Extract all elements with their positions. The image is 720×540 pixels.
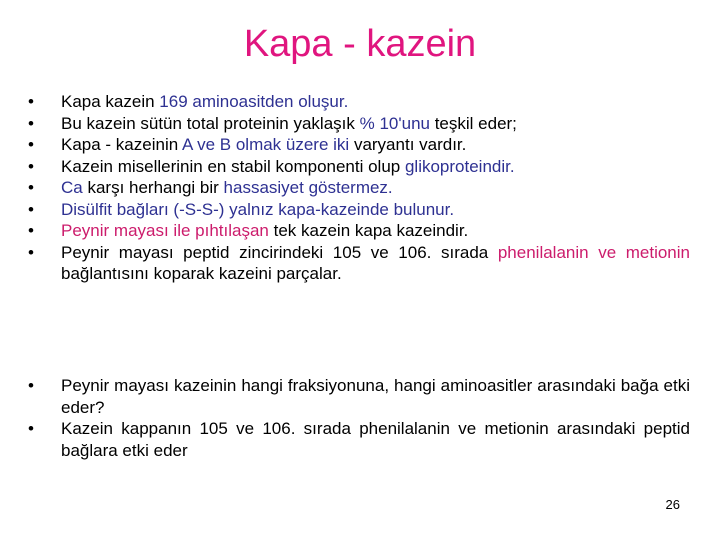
bullet-item [28,156,690,178]
bullet-dot-icon: • [28,135,34,154]
bullet-dot-icon: • [28,199,34,219]
bullet-item [28,177,690,199]
bullet-item [28,199,690,221]
bullet-text-segment: 169 aminoasitden oluşur. [159,92,349,111]
page-number: 26 [665,497,680,512]
bullet-list-facts [28,91,690,285]
slide-title: Kapa - kazein [243,23,477,65]
bullet-item [28,375,690,418]
bullet-item [28,91,690,113]
bullet-text-segment: Disülfit bağları (-S-S-) yalnız kapa-kazeinde bulunur. [61,199,455,219]
bullet-dot-icon: • [28,156,34,176]
bullet-dot-icon: • [28,242,34,262]
bullet-text-segment: Peynir mayası kazeinin hangi fraksiyonuna, hangi aminoasitler arasındaki bağa etki eder? [61,376,690,417]
bullet-item [28,418,690,461]
bullet-dot-icon: • [28,92,34,111]
bullet-text-segment: karşı herhangi bir [82,178,224,197]
bullet-dot-icon: • [28,113,34,133]
bullet-text-segment: hassasiyet göstermez. [223,178,393,197]
bullet-dot-icon: • [28,419,34,438]
bullet-text-segment: tek kazein kapa kazeindir. [268,221,469,240]
bullet-text-segment: phenilalanin ve metionin [497,242,690,262]
bullet-text-segment: % 10'unu [359,113,430,133]
bullet-text-segment: glikoproteindir. [404,156,515,176]
bullet-text-segment: Ca [61,178,83,197]
bullet-text-segment: teşkil eder; [429,113,517,133]
bullet-dot-icon: • [28,221,34,240]
bullet-text-segment: Bu kazein sütün total proteinin yaklaşık [61,113,360,133]
bullet-text-segment: Kapa kazein [61,92,160,111]
bullet-text-segment: Peynir mayası ile pıhtılaşan [61,221,269,240]
bullet-text-segment: varyantı vardır. [349,135,467,154]
bullet-text-segment: A ve B olmak üzere iki [181,135,350,154]
bullet-item [28,134,690,156]
bullet-dot-icon: • [28,376,34,395]
bullet-text-segment: Kazein misellerinin en stabil komponenti olup [61,156,405,176]
bullet-text-segment: Kazein kappanın 105 ve 106. sırada phenilalanin ve metionin arasındaki peptid bağlara etki eder [61,419,690,460]
bullet-text-segment: Peynir mayası peptid zincirindeki 105 ve 106. sırada [61,242,498,262]
bullet-list-questions [28,375,690,461]
bullet-item [28,113,690,135]
bullet-text-segment: Kapa - kazeinin [61,135,182,154]
bullet-text-segment: bağlantısını koparak kazeini parçalar. [61,264,342,283]
bullet-item [28,220,690,242]
bullet-dot-icon: • [28,178,34,197]
bullet-item [28,242,690,285]
